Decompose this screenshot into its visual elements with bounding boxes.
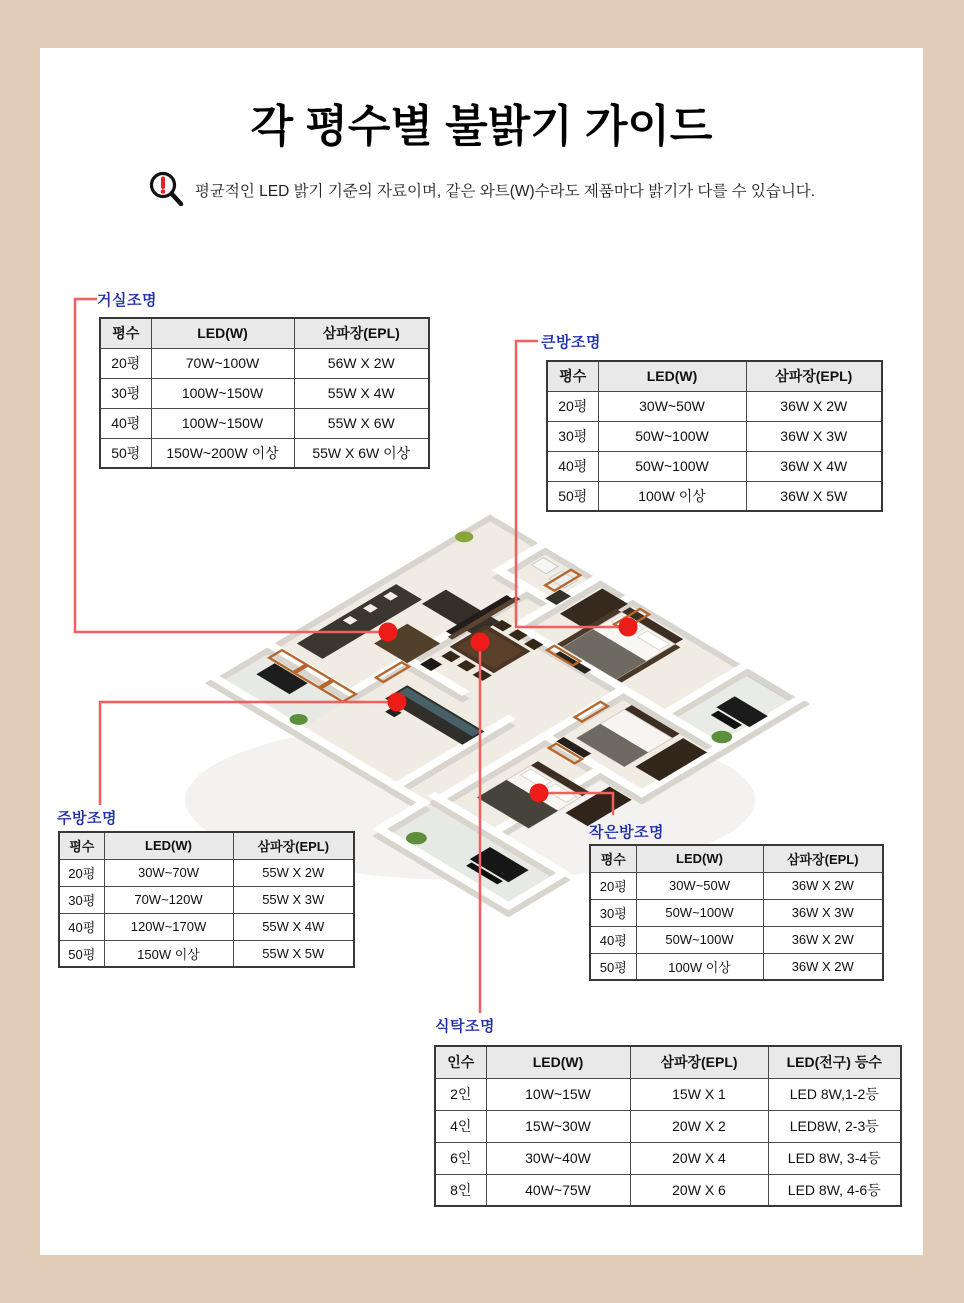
header-cell: LED(W) [636, 845, 763, 872]
table-row [59, 940, 354, 967]
table-label-big-room: 큰방조명 [541, 334, 601, 351]
data-cell: 40W~75W [486, 1174, 630, 1206]
data-cell: 30평 [590, 899, 636, 926]
table-header-row [59, 832, 354, 859]
header-cell: 평수 [547, 361, 598, 391]
data-cell: 100W~150W [151, 408, 294, 438]
table-row [435, 1078, 901, 1110]
data-cell: 50평 [590, 953, 636, 980]
data-cell: 55W X 6W 이상 [294, 438, 429, 468]
table-row [547, 421, 882, 451]
data-cell: 36W X 5W [746, 481, 882, 511]
table-row [435, 1142, 901, 1174]
table-header-row [100, 318, 429, 348]
table-header-row [435, 1046, 901, 1078]
header-cell: 삼파장(EPL) [630, 1046, 768, 1078]
data-cell: 20평 [547, 391, 598, 421]
table-row [59, 913, 354, 940]
table-row [100, 378, 429, 408]
data-cell: 20W X 4 [630, 1142, 768, 1174]
data-cell: 50W~100W [598, 451, 746, 481]
data-cell: 20평 [100, 348, 151, 378]
table-label-living-room: 거실조명 [97, 292, 157, 309]
lighting-table-small-room [589, 844, 884, 981]
table-row [435, 1174, 901, 1206]
data-cell: 100W 이상 [598, 481, 746, 511]
data-cell: LED 8W, 4-6등 [768, 1174, 901, 1206]
data-cell: 50평 [547, 481, 598, 511]
data-cell: 20W X 6 [630, 1174, 768, 1206]
data-cell: 100W~150W [151, 378, 294, 408]
table-row [547, 481, 882, 511]
data-cell: 55W X 4W [294, 378, 429, 408]
data-cell: 70W~120W [104, 886, 233, 913]
table-row [590, 872, 883, 899]
header-cell: LED(W) [151, 318, 294, 348]
data-cell: LED8W, 2-3등 [768, 1110, 901, 1142]
data-cell: 55W X 4W [233, 913, 354, 940]
data-cell: 4인 [435, 1110, 486, 1142]
data-cell: 30평 [59, 886, 104, 913]
data-cell: 50평 [59, 940, 104, 967]
data-cell: 2인 [435, 1078, 486, 1110]
data-cell: 30W~50W [598, 391, 746, 421]
table-row [100, 408, 429, 438]
table-row [547, 451, 882, 481]
data-cell: 36W X 2W [746, 391, 882, 421]
notice-text: 평균적인 LED 밝기 기준의 자료이며, 같은 와트(W)수라도 제품마다 밝기가 다를 수 있습니다. [194, 183, 816, 200]
header-cell: 삼파장(EPL) [233, 832, 354, 859]
data-cell: 36W X 4W [746, 451, 882, 481]
data-cell: 100W 이상 [636, 953, 763, 980]
table-header-row [590, 845, 883, 872]
header-cell: 평수 [100, 318, 151, 348]
lighting-table-living-room [99, 317, 430, 469]
table-header-row [547, 361, 882, 391]
table-row [590, 926, 883, 953]
table-row [100, 348, 429, 378]
data-cell: 8인 [435, 1174, 486, 1206]
data-cell: 55W X 3W [233, 886, 354, 913]
data-cell: 40평 [547, 451, 598, 481]
data-cell: 150W~200W 이상 [151, 438, 294, 468]
data-cell: 40평 [590, 926, 636, 953]
data-cell: 30W~40W [486, 1142, 630, 1174]
header-cell: LED(전구) 등수 [768, 1046, 901, 1078]
data-cell: 30W~70W [104, 859, 233, 886]
notice-row [40, 170, 923, 210]
data-cell: 20W X 2 [630, 1110, 768, 1142]
data-cell: 120W~170W [104, 913, 233, 940]
data-cell: 36W X 3W [763, 899, 883, 926]
data-cell: 40평 [59, 913, 104, 940]
data-cell: 55W X 5W [233, 940, 354, 967]
data-cell: 30W~50W [636, 872, 763, 899]
table-row [590, 953, 883, 980]
page-title: 각 평수별 불밝기 가이드 [250, 102, 713, 151]
data-cell: 50W~100W [598, 421, 746, 451]
data-cell: 150W 이상 [104, 940, 233, 967]
header-cell: LED(W) [486, 1046, 630, 1078]
table-row [435, 1110, 901, 1142]
magnifier-exclamation-icon [148, 170, 186, 210]
data-cell: 55W X 2W [233, 859, 354, 886]
data-cell: 36W X 2W [763, 872, 883, 899]
table-row [59, 859, 354, 886]
header-cell: LED(W) [598, 361, 746, 391]
data-cell: 20평 [59, 859, 104, 886]
data-cell: 30평 [100, 378, 151, 408]
data-cell: 10W~15W [486, 1078, 630, 1110]
data-cell: 70W~100W [151, 348, 294, 378]
data-cell: 36W X 2W [763, 953, 883, 980]
data-cell: LED 8W, 3-4등 [768, 1142, 901, 1174]
data-cell: 55W X 6W [294, 408, 429, 438]
table-row [590, 899, 883, 926]
data-cell: 15W~30W [486, 1110, 630, 1142]
data-cell: 6인 [435, 1142, 486, 1174]
data-cell: 56W X 2W [294, 348, 429, 378]
data-cell: 50W~100W [636, 899, 763, 926]
table-label-dining: 식탁조명 [435, 1018, 495, 1035]
lighting-table-big-room [546, 360, 883, 512]
data-cell: 30평 [547, 421, 598, 451]
header-cell: 평수 [59, 832, 104, 859]
data-cell: 50W~100W [636, 926, 763, 953]
header-cell: 평수 [590, 845, 636, 872]
data-cell: 20평 [590, 872, 636, 899]
header-cell: 삼파장(EPL) [746, 361, 882, 391]
table-label-kitchen: 주방조명 [57, 810, 117, 827]
data-cell: 36W X 2W [763, 926, 883, 953]
header-cell: 삼파장(EPL) [763, 845, 883, 872]
lighting-table-dining [434, 1045, 902, 1207]
data-cell: 50평 [100, 438, 151, 468]
header-cell: 삼파장(EPL) [294, 318, 429, 348]
data-cell: 15W X 1 [630, 1078, 768, 1110]
lighting-table-kitchen [58, 831, 355, 968]
table-row [547, 391, 882, 421]
table-row [100, 438, 429, 468]
data-cell: 40평 [100, 408, 151, 438]
data-cell: 36W X 3W [746, 421, 882, 451]
data-cell: LED 8W,1-2등 [768, 1078, 901, 1110]
header-cell: 인수 [435, 1046, 486, 1078]
header-cell: LED(W) [104, 832, 233, 859]
table-label-small-room: 작은방조명 [589, 824, 664, 841]
table-row [59, 886, 354, 913]
